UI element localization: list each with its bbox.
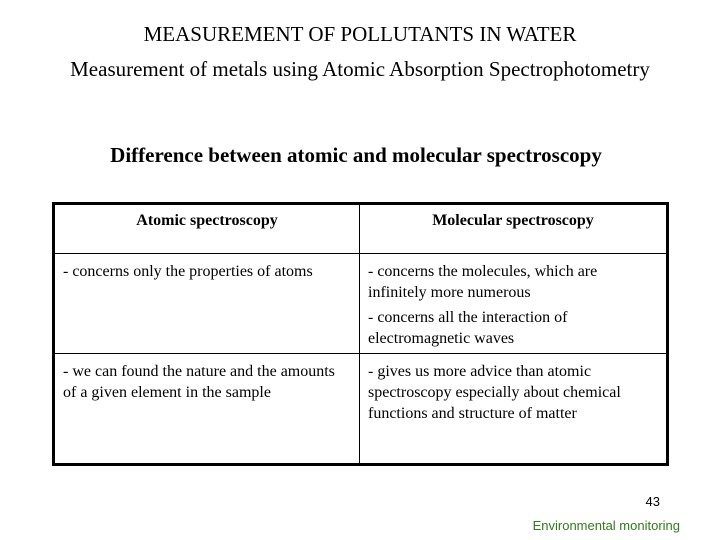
table-row: [54, 254, 668, 354]
slide-subtitle: Measurement of metals using Atomic Absorption Spectrophotometry: [70, 57, 650, 81]
cell-text: - concerns the molecules, which are infinitely more numerous: [368, 263, 598, 301]
table-header-row: [54, 204, 668, 254]
header-molecular-spectroscopy: Molecular spectroscopy: [360, 204, 668, 254]
header-atomic-spectroscopy: Atomic spectroscopy: [54, 204, 360, 254]
table-cell-molecular: [360, 254, 668, 354]
page-number: 43: [645, 494, 660, 509]
table-cell-atomic: [54, 354, 360, 465]
cell-text: - concerns all the interaction of electromagnetic waves: [368, 309, 568, 347]
slide-title: MEASUREMENT OF POLLUTANTS IN WATER: [143, 22, 577, 46]
cell-text: - gives us more advice than atomic spectroscopy especially about chemical functions and structure of matter: [368, 363, 621, 422]
table-row: [54, 354, 668, 465]
section-heading: Difference between atomic and molecular spectroscopy: [110, 143, 602, 167]
cell-text: - concerns only the properties of atoms: [63, 263, 313, 280]
table-cell-atomic: [54, 254, 360, 354]
table-cell-molecular: [360, 354, 668, 465]
comparison-table: [52, 202, 669, 466]
cell-text: - we can found the nature and the amounts of a given element in the sample: [63, 363, 335, 401]
footer-label: Environmental monitoring: [532, 518, 680, 533]
